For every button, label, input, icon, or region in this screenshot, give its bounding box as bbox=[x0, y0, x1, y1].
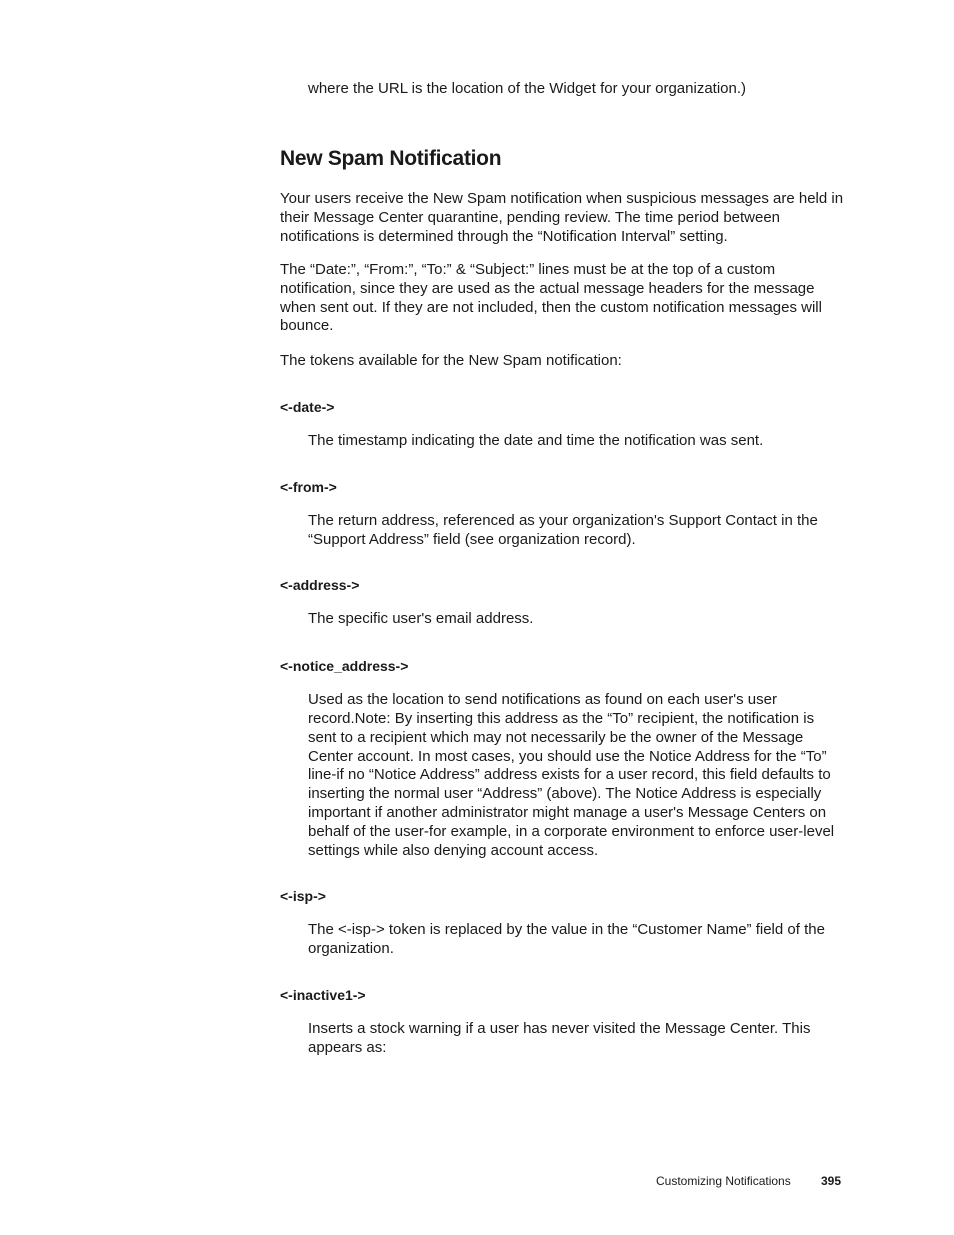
paragraph-tokens-lead: The tokens available for the New Spam notification: bbox=[280, 352, 622, 369]
token-entry-inactive1 bbox=[280, 986, 850, 1058]
token-description: The return address, referenced as your organization's Support Contact in the “Support Address” field (see organization record). bbox=[308, 511, 818, 548]
intro-continuation-text: where the URL is the location of the Widget for your organization.) bbox=[308, 80, 747, 97]
token-entry-notice-address bbox=[280, 657, 850, 860]
token-description: The <-isp-> token is replaced by the value in the “Customer Name” field of the organization. bbox=[308, 921, 825, 958]
token-name: <-from-> bbox=[280, 478, 337, 495]
token-name: <-date-> bbox=[280, 399, 335, 415]
section-heading: New Spam Notification bbox=[280, 147, 502, 170]
paragraph-headers-requirement: The “Date:”, “From:”, “To:” & “Subject:” lines must be at the top of a custom notification, since they are used as the actual message headers for the message when sent out. If they are not included, then the custom notification messages will bounce. bbox=[280, 261, 822, 335]
footer-section-name: Customizing Notifications bbox=[656, 1174, 791, 1188]
token-name: <-notice_address-> bbox=[280, 658, 409, 675]
token-entry-address bbox=[280, 576, 850, 629]
token-name: <-address-> bbox=[280, 577, 360, 594]
token-description: Inserts a stock warning if a user has never visited the Message Center. This appears as: bbox=[308, 1019, 811, 1056]
page-number: 395 bbox=[821, 1174, 842, 1188]
paragraph-intro: Your users receive the New Spam notification when suspicious messages are held in their Message Center quarantine, pending review. The time period between notifications is determined through the “Notification Interval” setting. bbox=[280, 190, 844, 245]
token-entry-date bbox=[280, 398, 850, 451]
token-entry-isp bbox=[280, 887, 850, 959]
token-name: <-inactive1-> bbox=[280, 986, 366, 1003]
token-entry-from bbox=[280, 478, 850, 550]
token-list bbox=[280, 398, 850, 1058]
token-description: The specific user's email address. bbox=[308, 610, 534, 628]
token-description: The timestamp indicating the date and time the notification was sent. bbox=[308, 432, 764, 449]
token-description: Used as the location to send notifications as found on each user's user record.Note: By inserting this address as the “To” recipient, the notification is sent to a recipient which may not necessarily be the owner of the Message Center account. In most cases, you should use the Notice Address for the “To” line-if no “Notice Address” address exists for a user record, this field defaults to inserting the normal user “Address” (above). The Notice Address is especially important if another administrator might manage a user's Message Centers on behalf of the user-for example, in a corporate environment to enforce user-level settings while also denying account access. bbox=[308, 691, 835, 859]
token-name: <-isp-> bbox=[280, 888, 326, 905]
